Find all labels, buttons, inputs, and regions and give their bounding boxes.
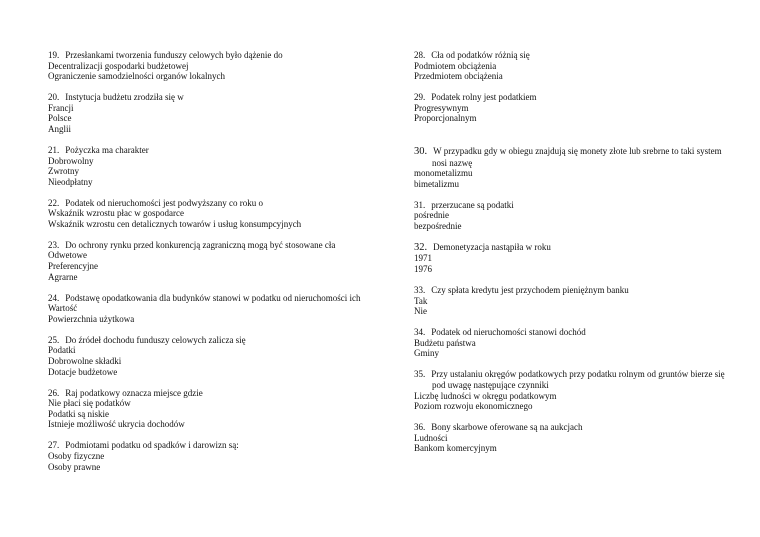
question-number: 32. <box>414 241 428 253</box>
answer: bezpośrednie <box>414 220 462 231</box>
question-number: 25. <box>48 334 60 345</box>
question-text: Do ochrony rynku przed konkurencją zagraniczną mogą być stosowane cła <box>65 239 336 250</box>
question-30 <box>414 146 744 189</box>
question-text-continuation: nosi nazwę <box>432 157 473 168</box>
question-number: 20. <box>48 92 60 103</box>
question-text: Instytucja budżetu zrodziła się w <box>65 92 184 103</box>
answer: Progresywnym <box>414 102 469 113</box>
question-number: 21. <box>48 144 60 155</box>
answer: Budżetu państwa <box>414 337 476 348</box>
question-number: 36. <box>414 422 426 433</box>
question-text: przerzucane są podatki <box>431 199 514 210</box>
question-number: 27. <box>48 440 60 451</box>
answer: Ludności <box>414 432 448 443</box>
answer: Wskaźnik wzrostu płac w gospodarce <box>48 208 184 219</box>
question-text: Raj podatkowy oznacza miejsce gdzie <box>65 387 203 398</box>
question-text: Czy spłata kredytu jest przychodem pieniężnym banku <box>431 285 629 296</box>
question-text: W przypadku gdy w obiegu znajdują się monety złote lub srebrne to taki system <box>433 145 722 156</box>
question-text: Podatek od nieruchomości stanowi dochód <box>431 327 586 338</box>
answer: 1971 <box>414 253 432 264</box>
answer: Dotacje budżetowe <box>48 366 118 377</box>
question-number: 34. <box>414 327 426 338</box>
answer: Osoby fizyczne <box>48 450 105 461</box>
answer: bimetalizmu <box>414 178 459 189</box>
question-number: 33. <box>414 285 426 296</box>
question-number: 30. <box>414 145 428 157</box>
answer: Podatki są niskie <box>48 408 109 419</box>
question-36 <box>414 422 744 454</box>
answer: Liczbę ludności w okręgu podatkowym <box>414 390 557 401</box>
question-22 <box>48 198 378 230</box>
answer: Powierzchnia użytkowa <box>48 313 135 324</box>
left-column <box>48 50 378 483</box>
question-number: 24. <box>48 292 60 303</box>
question-number: 26. <box>48 387 60 398</box>
question-number: 28. <box>414 50 426 60</box>
question-35 <box>414 369 744 411</box>
question-text: Przy ustalaniu okręgów podatkowych przy podatku rolnym od gruntów bierze się <box>431 369 725 380</box>
answer: Nieodpłatny <box>48 176 93 187</box>
question-number: 22. <box>48 197 60 208</box>
answer: Wartość <box>48 303 78 314</box>
answer: monometalizmu <box>414 168 473 179</box>
question-text: Pożyczka ma charakter <box>65 144 149 155</box>
question-text: Podatek od nieruchomości jest podwyższany co roku o <box>65 197 263 208</box>
answer: Dobrowolne składki <box>48 356 122 366</box>
answer: Dobrowolny <box>48 155 94 166</box>
answer: Istnieje możliwość ukrycia dochodów <box>48 419 185 430</box>
question-text: Do źródeł dochodu funduszy celowych zalicza się <box>65 334 246 345</box>
question-23 <box>48 240 378 282</box>
answer: Nie płaci się podatków <box>48 398 131 409</box>
question-text: Bony skarbowe oferowane są na aukcjach <box>431 422 583 433</box>
answer: Przedmiotem obciążenia <box>414 71 503 82</box>
question-31 <box>414 200 744 232</box>
question-26 <box>48 388 378 430</box>
answer: Podmiotem obciążenia <box>414 60 497 71</box>
question-text: Przesłankami tworzenia funduszy celowych było dążenie do <box>65 50 283 60</box>
answer: Osoby prawne <box>48 461 101 472</box>
answer: Preferencyjne <box>48 261 98 272</box>
answer: pośrednie <box>414 210 449 221</box>
question-20 <box>48 92 378 134</box>
question-25 <box>48 335 378 377</box>
question-text: Podmiotami podatku od spadków i darowizn są: <box>65 440 239 451</box>
answer: Bankom komercyjnym <box>414 443 497 454</box>
answer: Zwrotny <box>48 166 79 177</box>
question-number: 35. <box>414 369 426 380</box>
question-24 <box>48 293 378 325</box>
answer: Podatki <box>48 345 76 356</box>
question-33 <box>414 285 744 317</box>
answer: Nie <box>414 306 427 317</box>
question-27 <box>48 440 378 472</box>
question-number: 19. <box>48 50 60 60</box>
answer: Ograniczenie samodzielności organów lokalnych <box>48 71 226 82</box>
answer: Agrarne <box>48 271 78 282</box>
question-text: Podstawę opodatkowania dla budynków stanowi w podatku od nieruchomości ich <box>65 292 361 303</box>
answer: Francji <box>48 102 74 113</box>
answer: 1976 <box>414 264 432 275</box>
question-text: Demonetyzacja nastąpiła w roku <box>433 241 551 252</box>
question-32 <box>414 242 744 275</box>
answer: Decentralizacji gospodarki budżetowej <box>48 60 189 71</box>
answer: Polsce <box>48 113 72 124</box>
question-text-continuation: pod uwagę następujące czynniki <box>432 380 549 390</box>
question-number: 23. <box>48 239 60 250</box>
question-29 <box>414 92 744 124</box>
question-21 <box>48 145 378 187</box>
question-text: Podatek rolny jest podatkiem <box>431 92 537 103</box>
question-34 <box>414 327 744 359</box>
question-28 <box>414 50 744 82</box>
answer: Poziom rozwoju ekonomicznego <box>414 401 533 412</box>
answer: Odwetowe <box>48 250 87 261</box>
answer: Proporcjonalnym <box>414 113 477 124</box>
question-text: Cła od podatków różnią się <box>431 50 530 60</box>
answer: Wskaźnik wzrostu cen detalicznych towarów i usług konsumpcyjnych <box>48 218 302 229</box>
question-number: 31. <box>414 199 426 210</box>
answer: Anglii <box>48 123 72 134</box>
answer: Tak <box>414 295 428 306</box>
question-19 <box>48 50 378 82</box>
question-number: 29. <box>414 92 426 103</box>
answer: Gminy <box>414 348 440 359</box>
right-column <box>414 50 744 464</box>
